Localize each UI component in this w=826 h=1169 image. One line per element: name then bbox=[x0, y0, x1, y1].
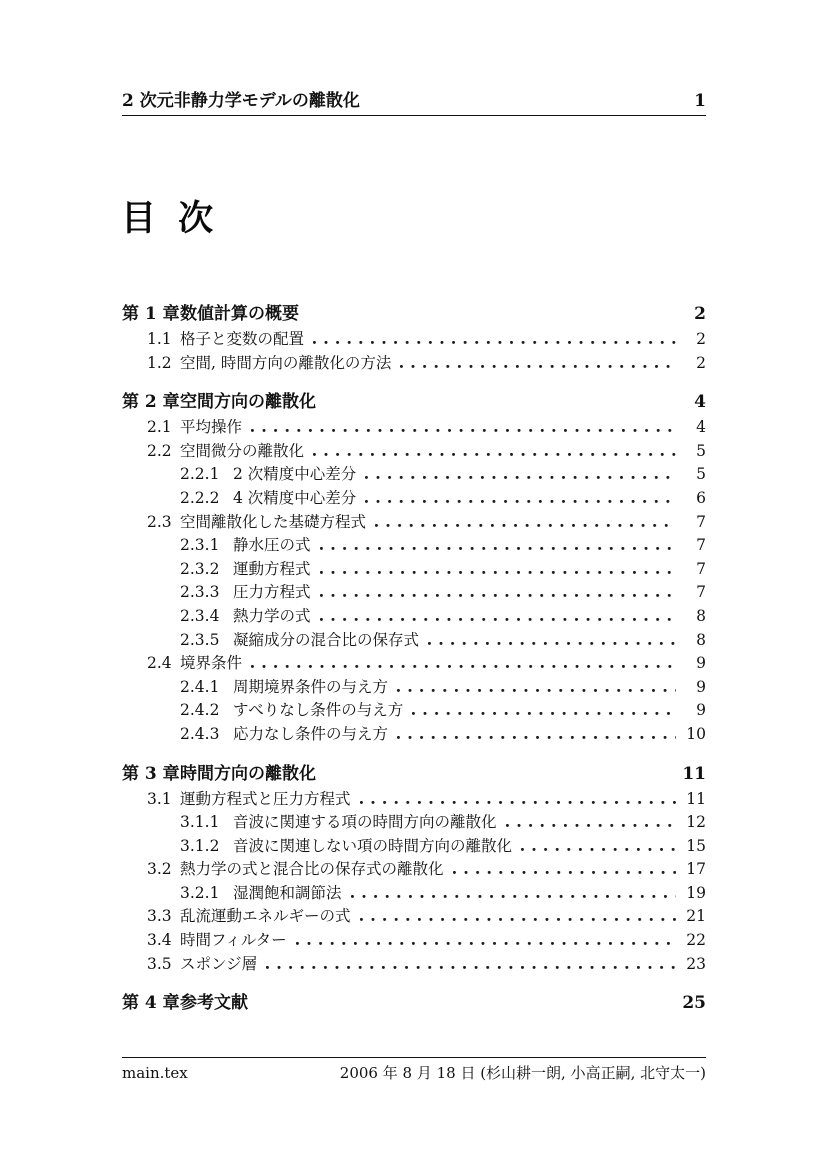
entry-number: 2.3.3 bbox=[180, 583, 220, 602]
header-page-number: 1 bbox=[694, 91, 706, 111]
toc-entry-2.2.2 bbox=[122, 487, 706, 511]
entry-number: 3.4 bbox=[147, 931, 172, 950]
entry-number: 3.3 bbox=[147, 907, 172, 926]
entry-title: すべりなし条件の与え方 bbox=[233, 701, 404, 720]
entry-title: 圧力方程式 bbox=[233, 583, 311, 602]
entry-number: 2.3.1 bbox=[180, 536, 220, 555]
entry-title: 2 次精度中心差分 bbox=[233, 465, 357, 484]
toc-title: 目 次 bbox=[121, 198, 219, 239]
entry-number: 2.2.2 bbox=[180, 488, 220, 507]
entry-page-number: 8 bbox=[696, 606, 706, 625]
toc-entry-3.4 bbox=[122, 929, 706, 953]
entry-title: 静水圧の式 bbox=[233, 536, 311, 555]
entry-number: 3.1 bbox=[147, 789, 172, 808]
entry-title: 平均操作 bbox=[180, 418, 243, 437]
dot-leader bbox=[397, 689, 676, 692]
chapter-title: 参考文献 bbox=[180, 993, 248, 1014]
entry-page-number: 5 bbox=[696, 441, 706, 460]
toc-entry-3.1.1 bbox=[122, 811, 706, 835]
entry-title: 運動方程式と圧力方程式 bbox=[180, 789, 351, 808]
entry-number: 3.1.2 bbox=[180, 836, 220, 855]
entry-title: 空間, 時間方向の離散化の方法 bbox=[180, 353, 392, 372]
chapter-label: 第 1 章 bbox=[122, 304, 180, 324]
entry-title: 周期境界条件の与え方 bbox=[233, 677, 389, 696]
entry-title: 境界条件 bbox=[180, 654, 243, 673]
dot-leader bbox=[397, 736, 676, 739]
entry-number: 2.3 bbox=[147, 512, 172, 531]
entry-page-number: 8 bbox=[696, 630, 706, 649]
chapter-label: 第 3 章 bbox=[122, 763, 180, 784]
toc-entry-3.5 bbox=[122, 953, 706, 977]
toc-entry-3.2 bbox=[122, 858, 706, 882]
toc-entry-2.3.2 bbox=[122, 558, 706, 582]
table-of-contents bbox=[122, 301, 706, 1017]
entry-page-number: 9 bbox=[696, 701, 706, 720]
entry-title: 湿潤飽和調節法 bbox=[233, 883, 342, 902]
entry-page-number: 12 bbox=[686, 813, 706, 832]
dot-leader bbox=[375, 524, 676, 527]
toc-chapter-row bbox=[122, 389, 706, 416]
entry-number: 2.3.4 bbox=[180, 606, 220, 625]
dot-leader bbox=[453, 871, 676, 874]
footer-date-authors: 2006 年 8 月 18 日 (杉山耕一朗, 小高正嗣, 北守太一) bbox=[339, 1064, 706, 1082]
entry-title: 空間離散化した基礎方程式 bbox=[180, 512, 367, 531]
chapter-title: 空間方向の離散化 bbox=[180, 392, 316, 413]
toc-entry-2.4.2 bbox=[122, 699, 706, 723]
header-document-title: 2 次元非静力学モデルの離散化 bbox=[122, 91, 360, 111]
entry-page-number: 4 bbox=[696, 418, 706, 437]
toc-entry-3.2.1 bbox=[122, 882, 706, 906]
entry-number: 2.4.2 bbox=[180, 701, 220, 720]
entry-page-number: 15 bbox=[686, 836, 706, 855]
toc-entry-2.4 bbox=[122, 652, 706, 676]
entry-number: 1.2 bbox=[147, 353, 172, 372]
entry-page-number: 5 bbox=[696, 465, 706, 484]
entry-number: 3.2.1 bbox=[180, 883, 220, 902]
entry-number: 2.4 bbox=[147, 654, 172, 673]
chapter-label: 第 2 章 bbox=[122, 392, 180, 413]
entry-title: スポンジ層 bbox=[180, 954, 258, 973]
chapter-title: 時間方向の離散化 bbox=[180, 763, 316, 784]
toc-entry-2.3.5 bbox=[122, 629, 706, 653]
entry-page-number: 6 bbox=[696, 488, 706, 507]
toc-entry-3.1.2 bbox=[122, 835, 706, 859]
entry-number: 3.1.1 bbox=[180, 813, 220, 832]
entry-title: 凝縮成分の混合比の保存式 bbox=[233, 630, 420, 649]
entry-number: 2.2.1 bbox=[180, 465, 220, 484]
entry-page-number: 22 bbox=[686, 931, 706, 950]
entry-page-number: 7 bbox=[696, 583, 706, 602]
entry-page-number: 2 bbox=[696, 330, 706, 348]
dot-leader bbox=[365, 500, 676, 503]
dot-leader bbox=[400, 365, 676, 368]
entry-page-number: 7 bbox=[696, 512, 706, 531]
toc-entry-2.3.1 bbox=[122, 534, 706, 558]
dot-leader bbox=[360, 801, 676, 804]
entry-page-number: 10 bbox=[686, 724, 706, 743]
entry-page-number: 19 bbox=[686, 883, 706, 902]
entry-number: 2.4.3 bbox=[180, 724, 220, 743]
entry-number: 2.3.2 bbox=[180, 559, 220, 578]
entry-title: 音波に関連しない項の時間方向の離散化 bbox=[233, 836, 513, 855]
dot-leader bbox=[428, 642, 676, 645]
dot-leader bbox=[360, 918, 676, 921]
dot-leader bbox=[320, 618, 676, 621]
entry-page-number: 17 bbox=[686, 860, 706, 879]
entry-title: 格子と変数の配置 bbox=[180, 330, 305, 348]
dot-leader bbox=[251, 665, 676, 668]
dot-leader bbox=[506, 824, 676, 827]
entry-page-number: 11 bbox=[686, 789, 706, 808]
toc-entry-3.3 bbox=[122, 905, 706, 929]
toc-entry-1.2 bbox=[122, 352, 706, 376]
entry-title: 時間フィルター bbox=[180, 931, 287, 950]
toc-entry-2.3.3 bbox=[122, 581, 706, 605]
entry-page-number: 2 bbox=[696, 353, 706, 372]
entry-title: 乱流運動エネルギーの式 bbox=[180, 907, 351, 926]
dot-leader bbox=[251, 429, 676, 432]
dot-leader bbox=[521, 848, 676, 851]
toc-entry-2.3.4 bbox=[122, 605, 706, 629]
running-header bbox=[122, 86, 706, 116]
page-footer bbox=[122, 1057, 706, 1083]
toc-entry-2.3 bbox=[122, 511, 706, 535]
entry-page-number: 23 bbox=[686, 954, 706, 973]
entry-page-number: 7 bbox=[696, 559, 706, 578]
dot-leader bbox=[365, 476, 676, 479]
chapter-page-number: 2 bbox=[694, 304, 706, 324]
toc-chapter-row bbox=[122, 990, 706, 1017]
dot-leader bbox=[320, 571, 676, 574]
chapter-title: 数値計算の概要 bbox=[180, 304, 299, 324]
toc-entry-1.1 bbox=[122, 328, 706, 352]
chapter-label: 第 4 章 bbox=[122, 993, 180, 1014]
toc-chapter-row bbox=[122, 301, 706, 328]
entry-page-number: 21 bbox=[686, 907, 706, 926]
entry-number: 2.3.5 bbox=[180, 630, 220, 649]
dot-leader bbox=[296, 942, 676, 945]
entry-number: 3.5 bbox=[147, 954, 172, 973]
entry-title: 空間微分の離散化 bbox=[180, 441, 305, 460]
dot-leader bbox=[320, 594, 676, 597]
toc-entry-2.2.1 bbox=[122, 463, 706, 487]
dot-leader bbox=[313, 453, 676, 456]
entry-title: 4 次精度中心差分 bbox=[233, 488, 357, 507]
dot-leader bbox=[313, 341, 676, 344]
toc-entry-2.4.1 bbox=[122, 676, 706, 700]
toc-chapter-row bbox=[122, 761, 706, 788]
chapter-page-number: 25 bbox=[682, 993, 706, 1014]
entry-title: 音波に関連する項の時間方向の離散化 bbox=[233, 813, 497, 832]
entry-number: 3.2 bbox=[147, 860, 172, 879]
entry-title: 運動方程式 bbox=[233, 559, 311, 578]
dot-leader bbox=[351, 895, 676, 898]
chapter-page-number: 4 bbox=[694, 392, 706, 413]
chapter-page-number: 11 bbox=[682, 763, 706, 784]
entry-number: 2.4.1 bbox=[180, 677, 220, 696]
footer-filename: main.tex bbox=[122, 1064, 188, 1082]
entry-number: 2.1 bbox=[147, 418, 172, 437]
entry-page-number: 7 bbox=[696, 536, 706, 555]
entry-page-number: 9 bbox=[696, 654, 706, 673]
entry-number: 2.2 bbox=[147, 441, 172, 460]
entry-page-number: 9 bbox=[696, 677, 706, 696]
toc-entry-2.2 bbox=[122, 440, 706, 464]
dot-leader bbox=[266, 966, 676, 969]
dot-leader bbox=[412, 712, 676, 715]
entry-title: 熱力学の式と混合比の保存式の離散化 bbox=[180, 860, 444, 879]
entry-title: 応力なし条件の与え方 bbox=[233, 724, 389, 743]
entry-number: 1.1 bbox=[147, 330, 172, 348]
toc-entry-2.1 bbox=[122, 416, 706, 440]
toc-entry-2.4.3 bbox=[122, 723, 706, 747]
toc-entry-3.1 bbox=[122, 788, 706, 812]
entry-title: 熱力学の式 bbox=[233, 606, 311, 625]
dot-leader bbox=[320, 547, 676, 550]
